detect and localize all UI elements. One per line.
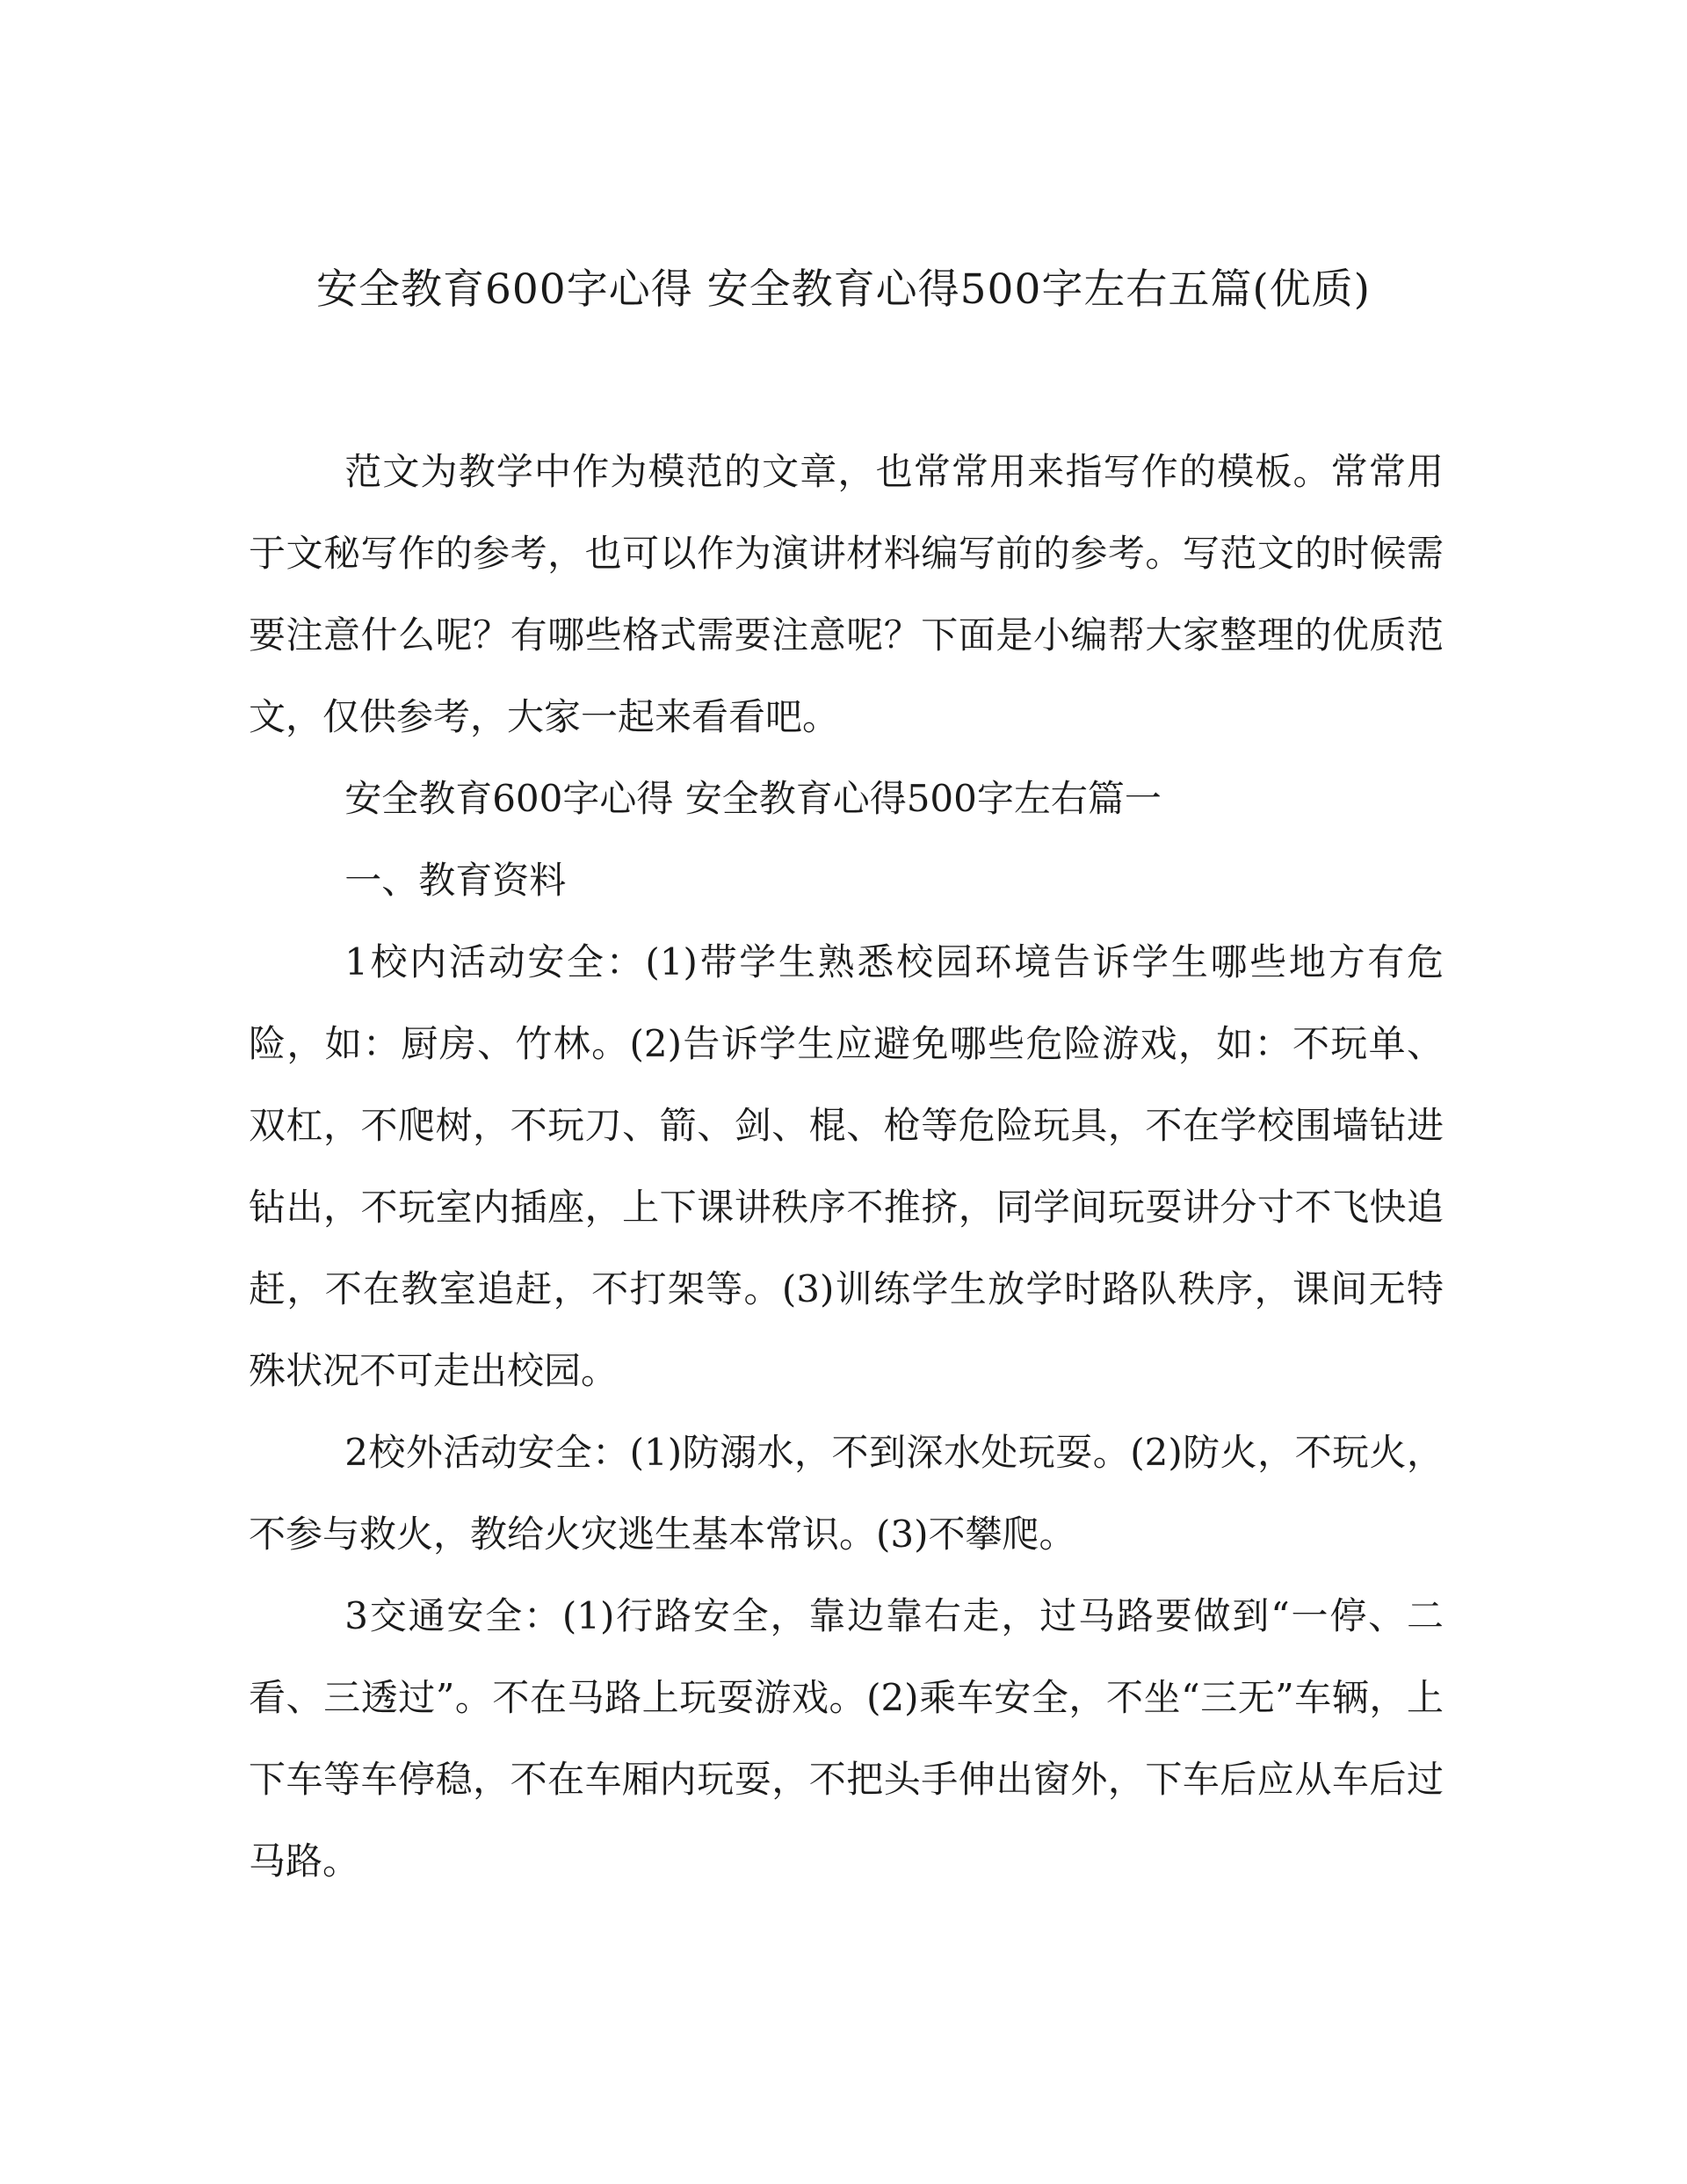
off-campus-safety-paragraph: 2校外活动安全：(1)防溺水，不到深水处玩耍。(2)防火，不玩火，不参与救火，教给火灾逃生基本常识。(3)不攀爬。 — [249, 1431, 1444, 1556]
section-heading: 安全教育600字心得 安全教育心得500字左右篇一 — [344, 777, 1162, 820]
subsection-heading: 一、教育资料 — [344, 859, 567, 902]
document-body — [249, 431, 1444, 1902]
campus-safety-paragraph: 1校内活动安全：(1)带学生熟悉校园环境告诉学生哪些地方有危险，如：厨房、竹林。(2)告诉学生应避免哪些危险游戏，如：不玩单、双杠，不爬树，不玩刀、箭、剑、棍、枪等危险玩具，不在学校围墙钻进钻出，不玩室内插座，上下课讲秩序不推挤，同学间玩耍讲分寸不飞快追赶，不在教室追赶，不打架等。(3)训练学生放学时路队秩序，课间无特殊状况不可走出校园。 — [249, 940, 1444, 1392]
document-title: 安全教育600字心得 安全教育心得500字左右五篇(优质) — [315, 265, 1372, 314]
traffic-safety-paragraph: 3交通安全：(1)行路安全，靠边靠右走，过马路要做到“一停、二看、三透过”。不在马路上玩耍游戏。(2)乘车安全，不坐“三无”车辆，上下车等车停稳，不在车厢内玩耍，不把头手伸出窗外，下车后应从车后过马路。 — [249, 1594, 1444, 1883]
intro-paragraph: 范文为教学中作为模范的文章，也常常用来指写作的模板。常常用于文秘写作的参考，也可以作为演讲材料编写前的参考。写范文的时候需要注意什么呢？有哪些格式需要注意呢？下面是小编帮大家整理的优质范文，仅供参考，大家一起来看看吧。 — [249, 450, 1444, 738]
